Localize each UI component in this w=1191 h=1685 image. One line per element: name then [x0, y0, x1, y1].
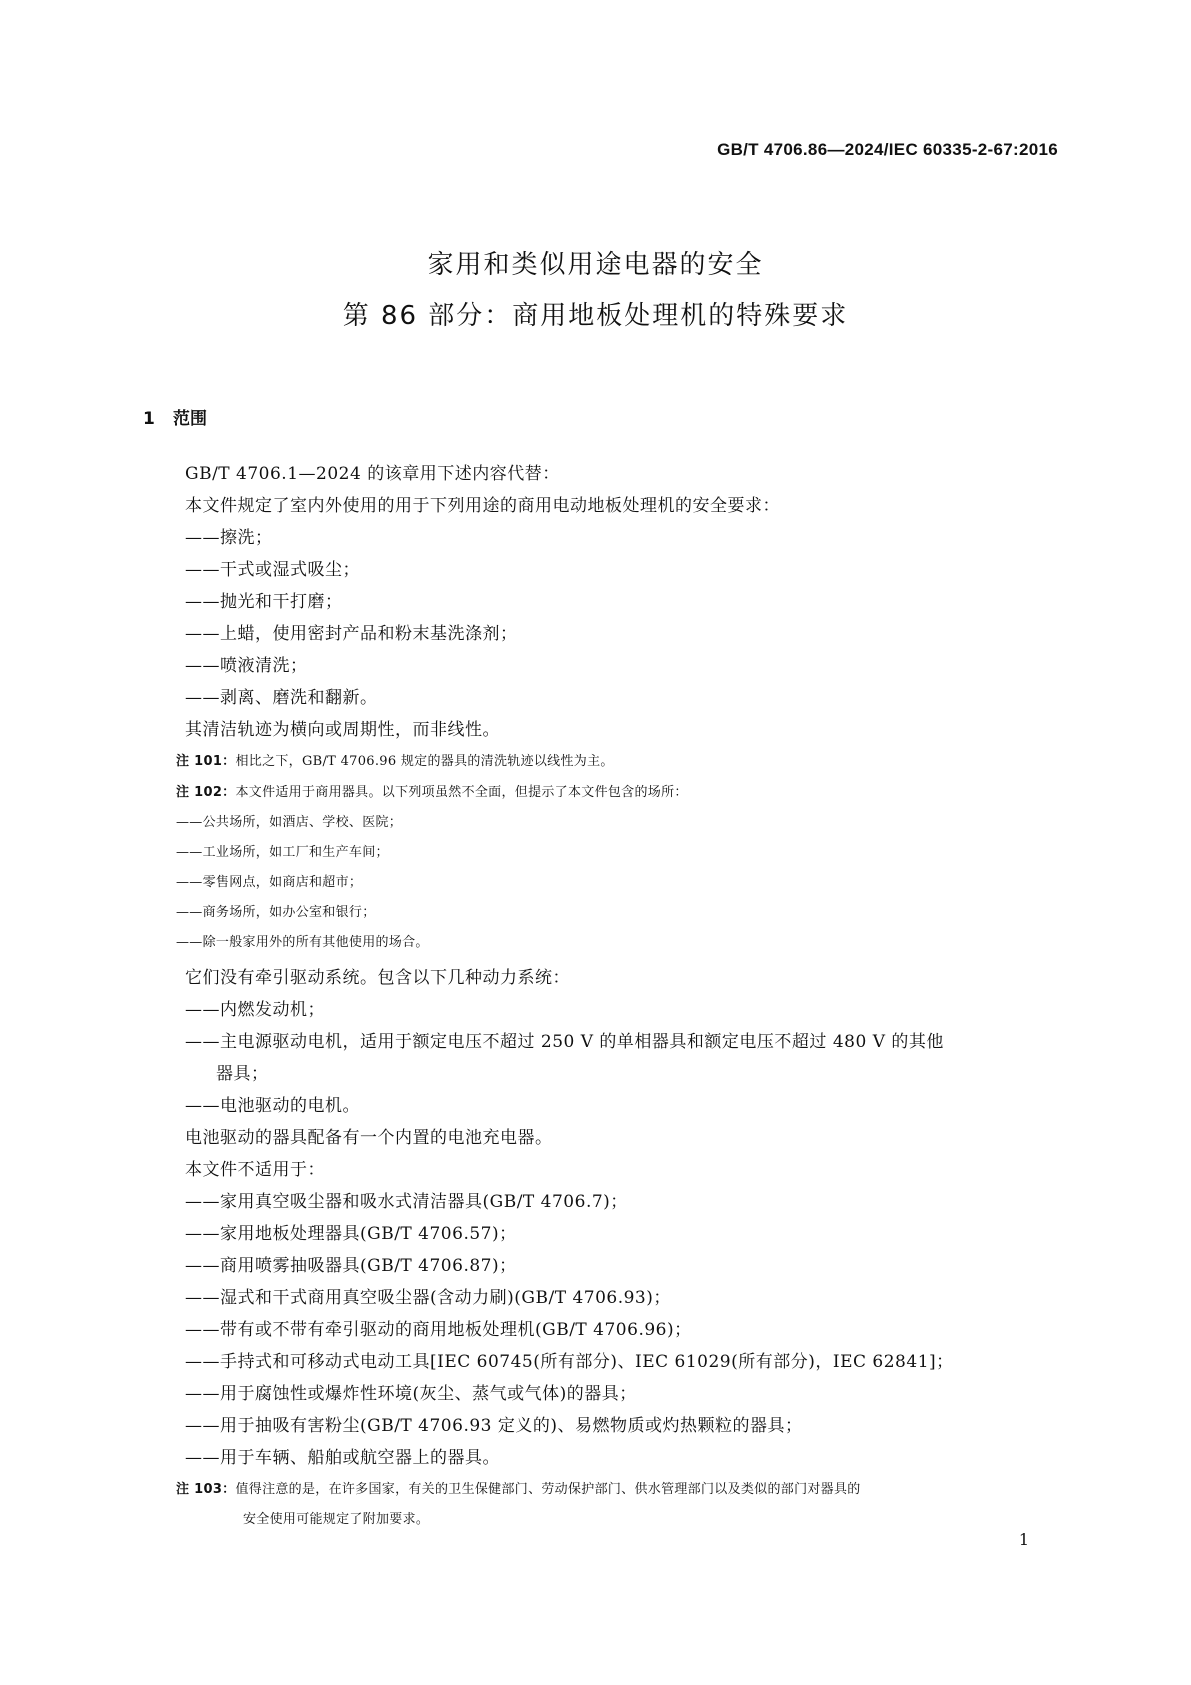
list-item: ——湿式和干式商用真空吸尘器(含动力刷)(GB/T 4706.93)；: [185, 1288, 671, 1308]
note-label: 注 101：: [176, 754, 236, 769]
purpose-paragraph: 本文件规定了室内外使用的用于下列用途的商用电动地板处理机的安全要求：: [185, 496, 780, 516]
section-heading: [143, 404, 207, 429]
note-continuation: 安全使用可能规定了附加要求。: [243, 1512, 430, 1527]
note-text: 相比之下，GB/T 4706.96 规定的器具的清洗轨迹以线性为主。: [235, 754, 614, 769]
list-item: ——带有或不带有牵引驱动的商用地板处理机(GB/T 4706.96)；: [185, 1320, 692, 1340]
note-text: 本文件适用于商用器具。以下列项虽然不全面，但提示了本文件包含的场所：: [235, 785, 688, 800]
list-item: ——干式或湿式吸尘；: [185, 560, 360, 580]
note-label: 注 103：: [176, 1482, 236, 1497]
list-item: ——家用地板处理器具(GB/T 4706.57)；: [185, 1224, 517, 1244]
list-item: ——喷液清洗；: [185, 656, 308, 676]
list-item: ——家用真空吸尘器和吸水式清洁器具(GB/T 4706.7)；: [185, 1192, 628, 1212]
list-item: ——上蜡，使用密封产品和粉末基洗涤剂；: [185, 624, 518, 644]
note-list-item: ——商务场所，如办公室和银行；: [176, 905, 376, 920]
document-title-line-2: 第 86 部分：商用地板处理机的特殊要求: [342, 301, 849, 331]
note-text: 值得注意的是，在许多国家，有关的卫生保健部门、劳动保护部门、供水管理部门以及类似的部门对器具的: [235, 1482, 861, 1497]
list-item: ——用于车辆、船舶或航空器上的器具。: [185, 1448, 500, 1468]
standard-identifier: GB/T 4706.86—2024/IEC 60335-2-67:2016: [717, 140, 1058, 159]
trajectory-paragraph: 其清洁轨迹为横向或周期性，而非线性。: [185, 720, 500, 740]
list-item: ——内燃发动机；: [185, 1000, 325, 1020]
section-title: 范围: [173, 409, 207, 429]
intro-paragraph: GB/T 4706.1—2024 的该章用下述内容代替：: [185, 464, 560, 484]
list-item: ——手持式和可移动式电动工具[IEC 60745(所有部分)、IEC 61029(所有部分)，IEC 62841]；: [185, 1352, 954, 1372]
note-list-item: ——零售网点，如商店和超市；: [176, 875, 363, 890]
page-number: 1: [1018, 1530, 1029, 1549]
list-item: ——抛光和干打磨；: [185, 592, 343, 612]
battery-paragraph: 电池驱动的器具配备有一个内置的电池充电器。: [185, 1128, 553, 1148]
not-apply-intro: 本文件不适用于：: [185, 1160, 325, 1180]
power-intro-paragraph: 它们没有牵引驱动系统。包含以下几种动力系统：: [185, 968, 570, 988]
note-label: 注 102：: [176, 785, 236, 800]
section-number: 1: [143, 409, 155, 429]
list-item: ——擦洗；: [185, 528, 273, 548]
list-item-continuation: 器具；: [216, 1064, 269, 1084]
list-item: ——主电源驱动电机，适用于额定电压不超过 250 V 的单相器具和额定电压不超过 480 V 的其他: [185, 1032, 944, 1052]
list-item: ——用于抽吸有害粉尘(GB/T 4706.93 定义的)、易燃物质或灼热颗粒的器具；: [185, 1416, 803, 1436]
list-item: ——用于腐蚀性或爆炸性环境(灰尘、蒸气或气体)的器具；: [185, 1384, 637, 1404]
note-list-item: ——除一般家用外的所有其他使用的场合。: [176, 935, 429, 950]
note-101: [176, 750, 614, 769]
list-item: ——商用喷雾抽吸器具(GB/T 4706.87)；: [185, 1256, 517, 1276]
note-102: [176, 781, 688, 800]
list-item: ——剥离、磨洗和翻新。: [185, 688, 378, 708]
document-title-line-1: 家用和类似用途电器的安全: [427, 250, 764, 280]
note-list-item: ——公共场所，如酒店、学校、医院；: [176, 815, 403, 830]
note-103: [176, 1478, 861, 1497]
list-item: ——电池驱动的电机。: [185, 1096, 360, 1116]
note-list-item: ——工业场所，如工厂和生产车间；: [176, 845, 389, 860]
